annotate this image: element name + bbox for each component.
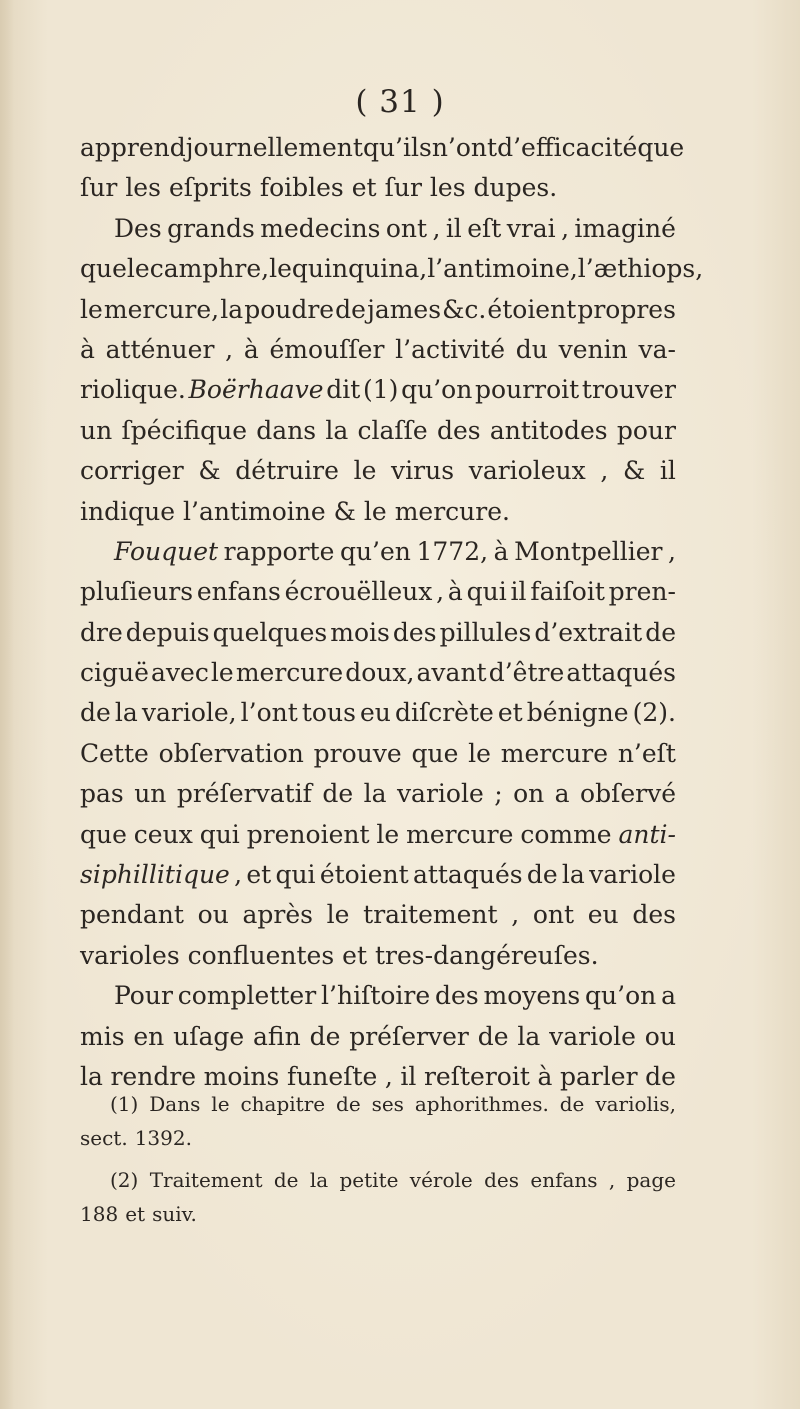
word: pourroit xyxy=(475,375,580,405)
word: l’antimoine, xyxy=(427,254,578,284)
word: ont xyxy=(532,900,575,930)
word: pren- xyxy=(608,577,676,607)
word: 1392. xyxy=(134,1126,192,1150)
word: Boërhaave xyxy=(188,375,324,405)
word: préſerver xyxy=(349,1021,469,1051)
word: parler xyxy=(559,1061,638,1091)
word: des xyxy=(435,981,479,1011)
word: et xyxy=(246,860,272,890)
text-line xyxy=(80,411,676,451)
word: la xyxy=(309,1168,329,1192)
word: rapporte xyxy=(223,536,335,566)
text-line xyxy=(80,209,676,249)
text-line xyxy=(80,532,676,572)
word: qu’en xyxy=(339,536,411,566)
word: Montpellier xyxy=(514,536,663,566)
word: riolique. xyxy=(80,375,186,405)
word: eſt xyxy=(467,213,502,243)
word: la xyxy=(363,779,387,809)
word: dupes. xyxy=(473,173,558,203)
word: étoient xyxy=(487,294,577,324)
word: la xyxy=(80,1061,103,1091)
word: claſſe xyxy=(357,415,428,445)
word: propres xyxy=(577,294,676,324)
word: pour xyxy=(616,415,676,445)
word: des xyxy=(484,1168,520,1192)
word: pendant xyxy=(80,900,184,930)
word: funeſte xyxy=(286,1061,378,1091)
word: ceux xyxy=(133,819,193,849)
word: dans xyxy=(256,415,317,445)
word: à xyxy=(243,334,259,364)
word: la xyxy=(114,698,138,728)
word: il xyxy=(445,213,462,243)
word: de xyxy=(80,698,111,728)
word: chapitre xyxy=(240,1092,326,1116)
footnote-line xyxy=(80,1087,676,1121)
word: dit xyxy=(326,375,361,405)
word: varioleux xyxy=(468,456,586,486)
word: de xyxy=(526,860,558,890)
word: que xyxy=(411,738,459,768)
word: sect. xyxy=(80,1126,128,1150)
word: la xyxy=(561,860,585,890)
word: des xyxy=(632,900,676,930)
text-line xyxy=(80,936,676,976)
word: d’être xyxy=(488,658,565,688)
word: poudre xyxy=(244,294,335,324)
word: quinquina, xyxy=(291,254,428,284)
word: d’efficacité xyxy=(497,133,638,162)
text-line xyxy=(80,168,676,208)
word: le xyxy=(269,254,292,284)
word: (1) xyxy=(363,375,399,405)
word: antitodes xyxy=(489,415,608,445)
text-line xyxy=(80,330,676,370)
word: que xyxy=(80,819,127,849)
word: et xyxy=(342,940,367,970)
word: écrouëlleux xyxy=(284,577,433,607)
word: comme xyxy=(520,819,612,849)
word: foibles xyxy=(259,173,344,203)
word: a xyxy=(661,981,676,1011)
text-line xyxy=(80,128,685,168)
word: le xyxy=(376,819,400,849)
word: la xyxy=(517,1021,541,1051)
word: qui xyxy=(466,577,507,607)
word: vérole xyxy=(409,1168,473,1192)
word: de xyxy=(322,779,354,809)
word: à xyxy=(447,577,463,607)
word: variole, xyxy=(141,698,237,728)
word: rendre xyxy=(110,1061,197,1091)
word: et xyxy=(125,1202,146,1226)
word: 1772, xyxy=(416,536,489,566)
word: n’ont xyxy=(431,133,498,162)
word: les xyxy=(429,173,466,203)
word: ſur xyxy=(80,173,118,203)
word: le xyxy=(126,254,150,284)
word: siphillitique xyxy=(80,860,230,890)
word: à xyxy=(80,334,95,364)
word: qu’on xyxy=(585,981,657,1011)
footnote-line xyxy=(80,1163,676,1197)
word: le xyxy=(363,496,387,526)
word: préſervatif xyxy=(176,779,312,809)
word: ont xyxy=(385,213,428,243)
word: & xyxy=(623,456,646,486)
word: apprendjournellement xyxy=(80,133,363,162)
word: l’æthiops, xyxy=(577,254,704,284)
word: camphre, xyxy=(149,254,270,284)
word: ſur xyxy=(384,173,422,203)
word: des xyxy=(436,415,481,445)
word: , xyxy=(225,334,234,364)
word: Traitement xyxy=(149,1168,263,1192)
text-line xyxy=(80,290,676,330)
word: il xyxy=(659,456,676,486)
word: mercure, xyxy=(103,294,220,324)
word: moins xyxy=(203,1061,280,1091)
word: le xyxy=(353,456,377,486)
word: un xyxy=(80,415,113,445)
word: étoient xyxy=(319,860,409,890)
word: a xyxy=(554,779,570,809)
word: eu xyxy=(359,698,391,728)
word: , xyxy=(432,213,441,243)
word: de xyxy=(645,1061,676,1091)
text-line xyxy=(80,855,676,895)
word: l’ont xyxy=(240,698,298,728)
word: aphorithmes. xyxy=(414,1092,549,1116)
text-line xyxy=(80,492,676,532)
word: que xyxy=(637,133,685,162)
word: obſervé xyxy=(580,779,676,809)
word: traitement xyxy=(363,900,498,930)
footnotes xyxy=(80,1087,676,1231)
word: , xyxy=(608,1168,616,1192)
word: variole xyxy=(549,1021,636,1051)
word: avant xyxy=(416,658,487,688)
body-text xyxy=(80,128,704,1097)
text-line xyxy=(80,815,676,855)
word: confluentes xyxy=(187,940,335,970)
text-line xyxy=(80,249,704,289)
word: , xyxy=(436,577,445,607)
word: grands xyxy=(167,213,255,243)
word: eu xyxy=(587,900,619,930)
word: le xyxy=(80,294,103,324)
word: imaginé xyxy=(574,213,676,243)
word: et xyxy=(497,698,523,728)
word: attaqués xyxy=(566,658,676,688)
word: afin xyxy=(253,1021,301,1051)
word: ciguë xyxy=(80,658,149,688)
word: page xyxy=(626,1168,676,1192)
word: moyens xyxy=(483,981,581,1011)
word: petite xyxy=(339,1168,399,1192)
text-line xyxy=(80,895,676,935)
word: mercure xyxy=(406,819,514,849)
word: indique xyxy=(80,496,175,526)
word: varioles xyxy=(80,940,180,970)
word: &c. xyxy=(442,294,487,324)
word: Des xyxy=(114,213,162,243)
text-line xyxy=(80,451,676,491)
word: suiv. xyxy=(152,1202,197,1226)
word: attaqués xyxy=(412,860,523,890)
word: à xyxy=(537,1061,553,1091)
word: qu’on xyxy=(401,375,473,405)
word: faiſoit xyxy=(530,577,605,607)
word: après xyxy=(242,900,313,930)
word: Fouquet xyxy=(114,536,219,566)
word: james xyxy=(367,294,442,324)
word: , xyxy=(384,1061,393,1091)
word: atténuer xyxy=(105,334,215,364)
word: le xyxy=(211,1092,230,1116)
text-line xyxy=(80,370,676,410)
word: les xyxy=(125,173,161,203)
word: , xyxy=(511,900,520,930)
word: émouſſer xyxy=(269,334,385,364)
text-line xyxy=(80,1017,676,1057)
word: l’hiſtoire xyxy=(321,981,431,1011)
word: completter xyxy=(177,981,317,1011)
word: de xyxy=(335,294,366,324)
word: & xyxy=(333,496,356,526)
page-shadow-edge xyxy=(0,0,14,1409)
word: la xyxy=(325,415,349,445)
word: , xyxy=(668,536,676,566)
word: de xyxy=(309,1021,341,1051)
word: de xyxy=(477,1021,509,1051)
word: Cette xyxy=(80,738,149,768)
word: prouve xyxy=(313,738,402,768)
text-line xyxy=(80,653,676,693)
word: tres-dangéreuſes. xyxy=(375,940,599,970)
word: qu’ils xyxy=(362,133,432,162)
word: prenoient xyxy=(246,819,370,849)
word: détruire xyxy=(235,456,339,486)
word: le xyxy=(468,738,491,768)
word: pillules xyxy=(439,617,532,647)
word: bénigne xyxy=(526,698,629,728)
word: virus xyxy=(391,456,455,486)
text-line xyxy=(80,734,676,774)
word: eſprits xyxy=(168,173,252,203)
word: variole xyxy=(589,860,676,890)
word: de xyxy=(559,1092,585,1116)
word: n’eſt xyxy=(617,738,676,768)
word: & xyxy=(198,456,221,486)
word: pluſieurs xyxy=(80,577,194,607)
word: la xyxy=(220,294,244,324)
word: trouver xyxy=(581,375,676,405)
word: qui xyxy=(275,860,316,890)
word: le xyxy=(210,658,234,688)
text-line xyxy=(80,774,676,814)
word: medecins xyxy=(260,213,381,243)
word: mercure xyxy=(500,738,609,768)
word: diſcrète xyxy=(394,698,494,728)
word: ou xyxy=(644,1021,676,1051)
word: un xyxy=(134,779,167,809)
word: venin xyxy=(558,334,628,364)
word: qui xyxy=(199,819,240,849)
word: d’extrait xyxy=(534,617,643,647)
page-number: ( 31 ) xyxy=(355,84,445,120)
word: on xyxy=(513,779,545,809)
word: va- xyxy=(638,334,676,364)
word: des xyxy=(392,617,437,647)
word: il xyxy=(400,1061,417,1091)
word: mercure. xyxy=(394,496,510,526)
text-line xyxy=(80,572,676,612)
word: mercure xyxy=(235,658,344,688)
text-line xyxy=(80,613,676,653)
word: ses xyxy=(371,1092,404,1116)
word: ; xyxy=(494,779,503,809)
text-line xyxy=(80,693,676,733)
word: anti- xyxy=(618,819,676,849)
word: tous xyxy=(301,698,356,728)
word: pas xyxy=(80,779,124,809)
word: , xyxy=(600,456,609,486)
word: du xyxy=(515,334,548,364)
word: enfans xyxy=(530,1168,598,1192)
word: , xyxy=(561,213,570,243)
word: obſervation xyxy=(158,738,304,768)
word: (2) xyxy=(110,1168,139,1192)
footnote-line xyxy=(80,1197,676,1231)
footnote-gap xyxy=(80,1155,676,1163)
word: de xyxy=(645,617,676,647)
word: Dans xyxy=(149,1092,201,1116)
word: mois xyxy=(330,617,390,647)
word: ſpécifique xyxy=(121,415,248,445)
word: (2). xyxy=(632,698,676,728)
word: de xyxy=(336,1092,361,1116)
text-line xyxy=(80,976,676,1016)
word: doux, xyxy=(345,658,415,688)
word: corriger xyxy=(80,456,184,486)
word: , xyxy=(234,860,243,890)
word: mis xyxy=(80,1021,125,1051)
word: variolis, xyxy=(595,1092,676,1116)
word: dre xyxy=(80,617,123,647)
word: l’antimoine xyxy=(183,496,326,526)
word: vrai xyxy=(506,213,556,243)
word: quelques xyxy=(212,617,328,647)
word: uſage xyxy=(173,1021,245,1051)
word: enfans xyxy=(196,577,281,607)
word: le xyxy=(326,900,350,930)
word: que xyxy=(80,254,127,284)
word: Pour xyxy=(114,981,173,1011)
word: en xyxy=(133,1021,165,1051)
footnote-line xyxy=(80,1121,676,1155)
word: l’activité xyxy=(395,334,506,364)
word: de xyxy=(273,1168,299,1192)
word: variole xyxy=(396,779,484,809)
word: 188 xyxy=(80,1202,119,1226)
word: avec xyxy=(151,658,209,688)
word: depuis xyxy=(125,617,210,647)
word: (1) xyxy=(110,1092,139,1116)
word: il xyxy=(510,577,527,607)
word: et xyxy=(351,173,377,203)
word: ou xyxy=(197,900,229,930)
word: reſteroit xyxy=(423,1061,530,1091)
word: à xyxy=(493,536,509,566)
